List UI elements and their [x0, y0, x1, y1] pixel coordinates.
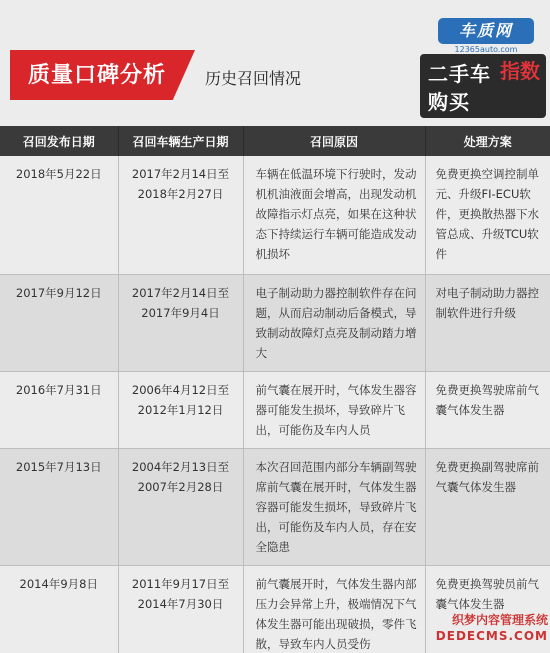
cell-solution: 免费更换驾驶席前气囊气体发生器 — [425, 372, 550, 449]
section-subtitle: 历史召回情况 — [205, 69, 302, 88]
cell-production-date: 2017年2月14日至2018年2月27日 — [118, 156, 243, 275]
cell-recall-date: 2018年5月22日 — [0, 156, 118, 275]
cell-reason: 本次召回范围内部分车辆副驾驶席前气囊在展开时，气体发生器容器可能发生损坏，导致碎片飞出，可能伤及车内人员，存在安全隐患 — [243, 449, 425, 566]
table-row — [0, 275, 550, 372]
cell-recall-date: 2017年9月12日 — [0, 275, 118, 372]
cell-production-date: 2011年9月17日至2014年7月30日 — [118, 566, 243, 653]
cell-solution: 对电子制动助力器控制软件进行升级 — [425, 275, 550, 372]
recall-table — [0, 126, 550, 653]
watermark-line2: DEDECMS.COM — [435, 629, 548, 643]
cell-reason: 前气囊展开时，气体发生器内部压力会异常上升，极端情况下气体发生器可能出现破损，零件飞散，导致车内人员受伤 — [243, 566, 425, 653]
cell-production-date: 2017年2月14日至2017年9月4日 — [118, 275, 243, 372]
cell-reason: 电子制动助力器控制软件存在问题，从而启动制动后备模式，导致制动故障灯点亮及制动踏力增大 — [243, 275, 425, 372]
cell-production-date: 2006年4月12日至2012年1月12日 — [118, 372, 243, 449]
index-logo-line1: 二手车 — [428, 62, 491, 86]
recall-table-container — [0, 126, 550, 653]
banner-title: 质量口碑分析 — [28, 63, 167, 88]
table-header-row — [0, 126, 550, 156]
index-logo-accent: 指数 — [500, 59, 540, 83]
cell-reason: 车辆在低温环境下行驶时，发动机机油液面会增高，出现发动机故障指示灯点亮，如果在这种状态下持续运行车辆可能造成发动机损坏 — [243, 156, 425, 275]
table-row — [0, 156, 550, 275]
table-row — [0, 449, 550, 566]
col-header-production-date: 召回车辆生产日期 — [118, 126, 243, 156]
cell-solution: 免费更换驾驶员前气囊气体发生器 — [425, 566, 550, 653]
table-row — [0, 372, 550, 449]
cell-reason: 前气囊在展开时，气体发生器容器可能发生损坏，导致碎片飞出，可能伤及车内人员 — [243, 372, 425, 449]
cell-solution: 免费更换副驾驶席前气囊气体发生器 — [425, 449, 550, 566]
cell-solution: 免费更换空调控制单元、升级FI-ECU软件，更换散热器下水管总成、升级TCU软件 — [425, 156, 550, 275]
cell-recall-date: 2016年7月31日 — [0, 372, 118, 449]
index-logo-line2: 购买 — [428, 90, 470, 114]
cell-recall-date: 2014年9月8日 — [0, 566, 118, 653]
col-header-solution: 处理方案 — [425, 126, 550, 156]
watermark-line1: 织梦内容管理系统 — [451, 613, 548, 627]
brand-logo: 车质网 — [438, 18, 534, 44]
header — [0, 0, 550, 126]
watermark — [430, 612, 548, 644]
cell-recall-date: 2015年7月13日 — [0, 449, 118, 566]
col-header-recall-date: 召回发布日期 — [0, 126, 118, 156]
brand-url: 12365auto.com — [454, 45, 518, 54]
col-header-reason: 召回原因 — [243, 126, 425, 156]
cell-production-date: 2004年2月13日至2007年2月28日 — [118, 449, 243, 566]
